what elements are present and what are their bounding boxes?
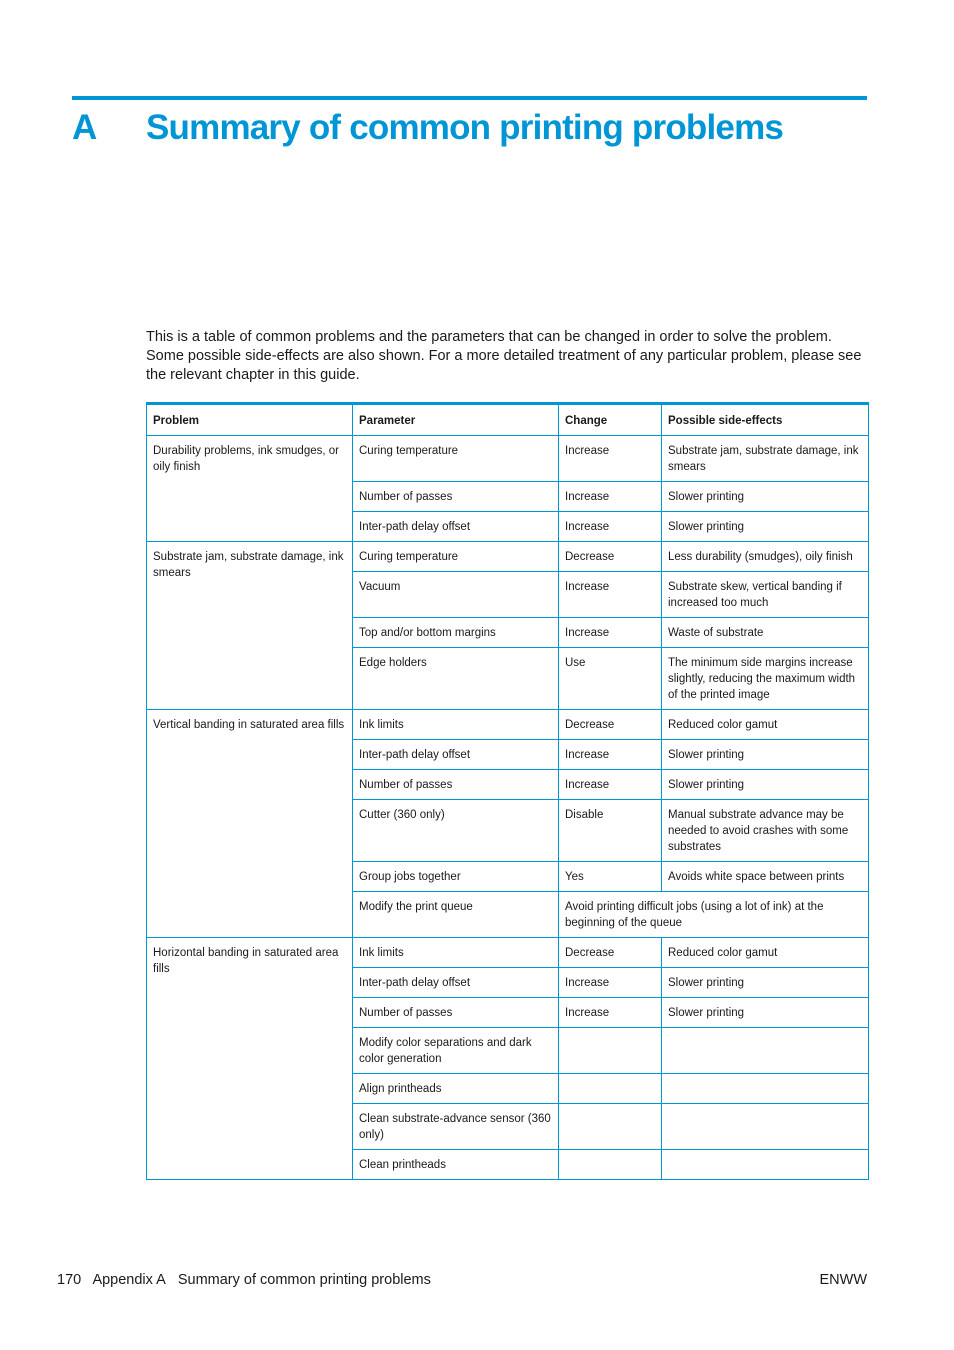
effects-cell: Reduced color gamut <box>662 938 869 968</box>
parameter-cell: Clean printheads <box>353 1150 559 1180</box>
footer-locale: ENWW <box>819 1272 867 1288</box>
parameter-cell: Ink limits <box>353 938 559 968</box>
change-cell <box>559 1074 662 1104</box>
change-cell: Yes <box>559 862 662 892</box>
parameter-cell: Modify the print queue <box>353 892 559 938</box>
problem-cell: Vertical banding in saturated area fills <box>147 710 353 938</box>
effects-cell: Reduced color gamut <box>662 710 869 740</box>
table-row <box>147 938 869 968</box>
problems-table <box>146 402 869 1180</box>
effects-cell <box>662 1104 869 1150</box>
merged-cell: Avoid printing difficult jobs (using a lot of ink) at the beginning of the queue <box>559 892 869 938</box>
table-row <box>147 436 869 482</box>
change-cell: Increase <box>559 572 662 618</box>
footer-section: Appendix A <box>92 1272 166 1288</box>
chapter-letter: A <box>72 108 97 147</box>
page-number: 170 <box>57 1272 82 1288</box>
parameter-cell: Edge holders <box>353 648 559 710</box>
effects-cell: Manual substrate advance may be needed to avoid crashes with some substrates <box>662 800 869 862</box>
effects-cell <box>662 1150 869 1180</box>
effects-cell: Less durability (smudges), oily finish <box>662 542 869 572</box>
page-footer <box>57 1272 439 1288</box>
change-cell: Increase <box>559 436 662 482</box>
table-row <box>147 542 869 572</box>
header-change: Change <box>559 404 662 436</box>
change-cell: Disable <box>559 800 662 862</box>
parameter-cell: Inter-path delay offset <box>353 968 559 998</box>
parameter-cell: Ink limits <box>353 710 559 740</box>
problem-cell: Durability problems, ink smudges, or oily finish <box>147 436 353 542</box>
effects-cell: Avoids white space between prints <box>662 862 869 892</box>
header-parameter: Parameter <box>353 404 559 436</box>
parameter-cell: Curing temperature <box>353 436 559 482</box>
parameter-cell: Cutter (360 only) <box>353 800 559 862</box>
effects-cell: Slower printing <box>662 968 869 998</box>
parameter-cell: Number of passes <box>353 770 559 800</box>
parameter-cell: Top and/or bottom margins <box>353 618 559 648</box>
effects-cell: Waste of substrate <box>662 618 869 648</box>
parameter-cell: Vacuum <box>353 572 559 618</box>
problem-cell: Substrate jam, substrate damage, ink smears <box>147 542 353 710</box>
intro-paragraph: This is a table of common problems and the parameters that can be changed in order to solve the problem. Some possible side-effects are also shown. For a more detailed treatment of any particular problem, please see the relevant chapter in this guide. <box>146 329 862 383</box>
change-cell: Increase <box>559 968 662 998</box>
change-cell: Increase <box>559 740 662 770</box>
parameter-cell: Group jobs together <box>353 862 559 892</box>
change-cell <box>559 1104 662 1150</box>
effects-cell <box>662 1028 869 1074</box>
parameter-cell: Inter-path delay offset <box>353 740 559 770</box>
problem-cell: Horizontal banding in saturated area fills <box>147 938 353 1180</box>
parameter-cell: Align printheads <box>353 1074 559 1104</box>
table-row <box>147 710 869 740</box>
effects-cell: Slower printing <box>662 482 869 512</box>
effects-cell: Substrate jam, substrate damage, ink smears <box>662 436 869 482</box>
parameter-cell: Curing temperature <box>353 542 559 572</box>
footer-chapter: Summary of common printing problems <box>177 1272 431 1288</box>
table-header-row <box>147 404 869 436</box>
parameter-cell: Number of passes <box>353 482 559 512</box>
page-title: Summary of common printing problems <box>146 108 784 147</box>
change-cell: Use <box>559 648 662 710</box>
effects-cell: Slower printing <box>662 512 869 542</box>
header-problem: Problem <box>147 404 353 436</box>
effects-cell: Slower printing <box>662 998 869 1028</box>
change-cell <box>559 1150 662 1180</box>
parameter-cell: Number of passes <box>353 998 559 1028</box>
change-cell: Increase <box>559 512 662 542</box>
chapter-top-rule <box>72 96 867 100</box>
parameter-cell: Inter-path delay offset <box>353 512 559 542</box>
header-side-effects: Possible side-effects <box>662 404 869 436</box>
change-cell: Increase <box>559 770 662 800</box>
parameter-cell: Clean substrate-advance sensor (360 only) <box>353 1104 559 1150</box>
effects-cell <box>662 1074 869 1104</box>
effects-cell: Substrate skew, vertical banding if increased too much <box>662 572 869 618</box>
change-cell: Increase <box>559 482 662 512</box>
change-cell: Decrease <box>559 710 662 740</box>
effects-cell: Slower printing <box>662 770 869 800</box>
effects-cell: The minimum side margins increase slightly, reducing the maximum width of the printed image <box>662 648 869 710</box>
change-cell: Decrease <box>559 938 662 968</box>
effects-cell: Slower printing <box>662 740 869 770</box>
change-cell <box>559 1028 662 1074</box>
parameter-cell: Modify color separations and dark color generation <box>353 1028 559 1074</box>
change-cell: Increase <box>559 618 662 648</box>
change-cell: Decrease <box>559 542 662 572</box>
change-cell: Increase <box>559 998 662 1028</box>
